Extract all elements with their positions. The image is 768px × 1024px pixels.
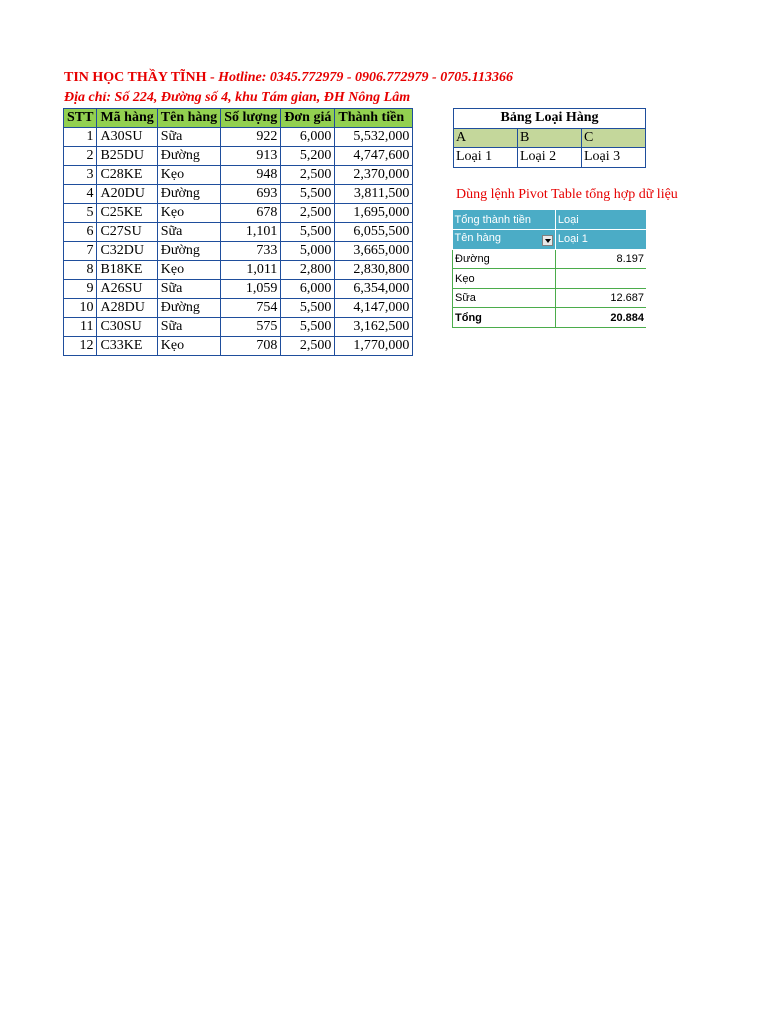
cell-ma-hang[interactable]: A26SU [97, 280, 157, 299]
pivot-subheader-row [453, 230, 647, 250]
cell-so-luong[interactable]: 922 [221, 128, 281, 147]
cell-don-gia[interactable]: 5,000 [281, 242, 335, 261]
table-row [64, 147, 413, 166]
cell-stt[interactable]: 9 [64, 280, 97, 299]
cell-ten-hang[interactable]: Kẹo [157, 166, 220, 185]
cell-stt[interactable]: 8 [64, 261, 97, 280]
cell-ma-hang[interactable]: C25KE [97, 204, 157, 223]
cell-ma-hang[interactable]: C32DU [97, 242, 157, 261]
loai-name-3[interactable]: Loại 3 [582, 148, 646, 168]
pivot-total-value[interactable]: 20.884 [555, 308, 646, 328]
cell-ma-hang[interactable]: C28KE [97, 166, 157, 185]
cell-thanh-tien[interactable]: 6,055,500 [335, 223, 413, 242]
pivot-table [452, 210, 646, 328]
pivot-row-value[interactable]: 12.687 [555, 288, 646, 308]
cell-stt[interactable]: 6 [64, 223, 97, 242]
table-row [64, 299, 413, 318]
col-stt[interactable]: STT [64, 109, 97, 128]
cell-so-luong[interactable]: 575 [221, 318, 281, 337]
pivot-row-field[interactable] [453, 230, 556, 250]
pivot-row-label[interactable]: Kẹo [453, 269, 556, 289]
cell-don-gia[interactable]: 6,000 [281, 128, 335, 147]
cell-ma-hang[interactable]: A20DU [97, 185, 157, 204]
cell-so-luong[interactable]: 948 [221, 166, 281, 185]
cell-don-gia[interactable]: 2,500 [281, 166, 335, 185]
loai-code-a[interactable]: A [454, 128, 518, 148]
loai-code-row [454, 128, 646, 148]
pivot-row-field-label: Tên hàng [454, 232, 501, 245]
pivot-table-container [452, 210, 646, 328]
cell-stt[interactable]: 11 [64, 318, 97, 337]
cell-thanh-tien[interactable]: 3,811,500 [335, 185, 413, 204]
cell-don-gia[interactable]: 5,200 [281, 147, 335, 166]
pivot-header-row [453, 210, 647, 230]
pivot-total-label[interactable]: Tổng [453, 308, 556, 328]
cell-ten-hang[interactable]: Sữa [157, 128, 220, 147]
pivot-row-label[interactable]: Đường [453, 249, 556, 269]
pivot-row-value[interactable]: 8.197 [555, 249, 646, 269]
pivot-total-row [453, 308, 647, 328]
cell-don-gia[interactable]: 5,500 [281, 185, 335, 204]
cell-don-gia[interactable]: 5,500 [281, 318, 335, 337]
cell-thanh-tien[interactable]: 6,354,000 [335, 280, 413, 299]
cell-so-luong[interactable]: 754 [221, 299, 281, 318]
cell-thanh-tien[interactable]: 1,770,000 [335, 337, 413, 356]
title-line [64, 70, 513, 86]
cell-thanh-tien[interactable]: 3,162,500 [335, 318, 413, 337]
cell-ten-hang[interactable]: Đường [157, 299, 220, 318]
cell-ma-hang[interactable]: C33KE [97, 337, 157, 356]
cell-thanh-tien[interactable]: 4,747,600 [335, 147, 413, 166]
cell-so-luong[interactable]: 913 [221, 147, 281, 166]
table-row [64, 185, 413, 204]
table-row [64, 242, 413, 261]
cell-thanh-tien[interactable]: 2,830,800 [335, 261, 413, 280]
table-row [64, 318, 413, 337]
loai-name-1[interactable]: Loại 1 [454, 148, 518, 168]
cell-ma-hang[interactable]: C30SU [97, 318, 157, 337]
pivot-row-label[interactable]: Sữa [453, 288, 556, 308]
table-row [64, 128, 413, 147]
cell-so-luong[interactable]: 678 [221, 204, 281, 223]
col-don-gia[interactable]: Đơn giá [281, 109, 335, 128]
cell-ten-hang[interactable]: Đường [157, 242, 220, 261]
col-thanh-tien[interactable]: Thành tiền [335, 109, 413, 128]
loai-title[interactable]: Bảng Loại Hàng [454, 109, 646, 129]
cell-stt[interactable]: 4 [64, 185, 97, 204]
products-header-row [64, 109, 413, 128]
pivot-column-item[interactable]: Loại 1 [555, 230, 646, 250]
cell-ten-hang[interactable]: Sữa [157, 280, 220, 299]
loai-code-c[interactable]: C [582, 128, 646, 148]
address-line: Địa chỉ: Số 224, Đường số 4, khu Tám gian, ĐH Nông Lâm [64, 90, 411, 105]
cell-ma-hang[interactable]: B25DU [97, 147, 157, 166]
pivot-row-value[interactable] [555, 269, 646, 289]
cell-ma-hang[interactable]: B18KE [97, 261, 157, 280]
loai-code-b[interactable]: B [518, 128, 582, 148]
loai-name-row [454, 148, 646, 168]
pivot-instruction: Dùng lệnh Pivot Table tổng hợp dữ liệu [456, 187, 678, 202]
cell-so-luong[interactable]: 708 [221, 337, 281, 356]
table-row [64, 261, 413, 280]
cell-thanh-tien[interactable]: 4,147,000 [335, 299, 413, 318]
cell-don-gia[interactable]: 6,000 [281, 280, 335, 299]
cell-stt[interactable]: 7 [64, 242, 97, 261]
table-row [64, 223, 413, 242]
products-table [63, 108, 413, 356]
cell-ten-hang[interactable]: Sữa [157, 318, 220, 337]
loai-hang-table [453, 108, 646, 168]
loai-name-2[interactable]: Loại 2 [518, 148, 582, 168]
table-row [64, 166, 413, 185]
cell-so-luong[interactable]: 693 [221, 185, 281, 204]
cell-ten-hang[interactable]: Kẹo [157, 337, 220, 356]
title-hotline: Hotline: 0345.772979 - 0906.772979 - 0705.113366 [218, 70, 513, 85]
pivot-values-label[interactable]: Tổng thành tiền [453, 210, 556, 230]
table-row [64, 204, 413, 223]
cell-stt[interactable]: 10 [64, 299, 97, 318]
cell-stt[interactable]: 12 [64, 337, 97, 356]
cell-ma-hang[interactable]: C27SU [97, 223, 157, 242]
cell-so-luong[interactable]: 1,059 [221, 280, 281, 299]
cell-don-gia[interactable]: 5,500 [281, 299, 335, 318]
col-ten-hang[interactable]: Tên hàng [157, 109, 220, 128]
cell-so-luong[interactable]: 1,101 [221, 223, 281, 242]
cell-stt[interactable]: 1 [64, 128, 97, 147]
cell-thanh-tien[interactable]: 1,695,000 [335, 204, 413, 223]
title-brand: TIN HỌC THẦY TĨNH - [64, 70, 219, 85]
table-row [64, 337, 413, 356]
pivot-row [453, 288, 647, 308]
loai-title-row [454, 109, 646, 129]
cell-ten-hang[interactable]: Đường [157, 185, 220, 204]
cell-stt[interactable]: 2 [64, 147, 97, 166]
cell-ten-hang[interactable]: Kẹo [157, 204, 220, 223]
pivot-column-field[interactable]: Loại [555, 210, 646, 230]
cell-ten-hang[interactable]: Sữa [157, 223, 220, 242]
cell-so-luong[interactable]: 1,011 [221, 261, 281, 280]
cell-ma-hang[interactable]: A30SU [97, 128, 157, 147]
cell-thanh-tien[interactable]: 2,370,000 [335, 166, 413, 185]
cell-don-gia[interactable]: 2,800 [281, 261, 335, 280]
cell-ma-hang[interactable]: A28DU [97, 299, 157, 318]
cell-don-gia[interactable]: 2,500 [281, 204, 335, 223]
cell-don-gia[interactable]: 2,500 [281, 337, 335, 356]
cell-stt[interactable]: 5 [64, 204, 97, 223]
cell-don-gia[interactable]: 5,500 [281, 223, 335, 242]
pivot-row [453, 269, 647, 289]
table-row [64, 280, 413, 299]
cell-thanh-tien[interactable]: 3,665,000 [335, 242, 413, 261]
cell-so-luong[interactable]: 733 [221, 242, 281, 261]
col-so-luong[interactable]: Số lượng [221, 109, 281, 128]
cell-ten-hang[interactable]: Đường [157, 147, 220, 166]
col-ma-hang[interactable]: Mã hàng [97, 109, 157, 128]
pivot-row [453, 249, 647, 269]
cell-stt[interactable]: 3 [64, 166, 97, 185]
cell-ten-hang[interactable]: Kẹo [157, 261, 220, 280]
filter-dropdown-icon[interactable] [542, 235, 553, 246]
cell-thanh-tien[interactable]: 5,532,000 [335, 128, 413, 147]
